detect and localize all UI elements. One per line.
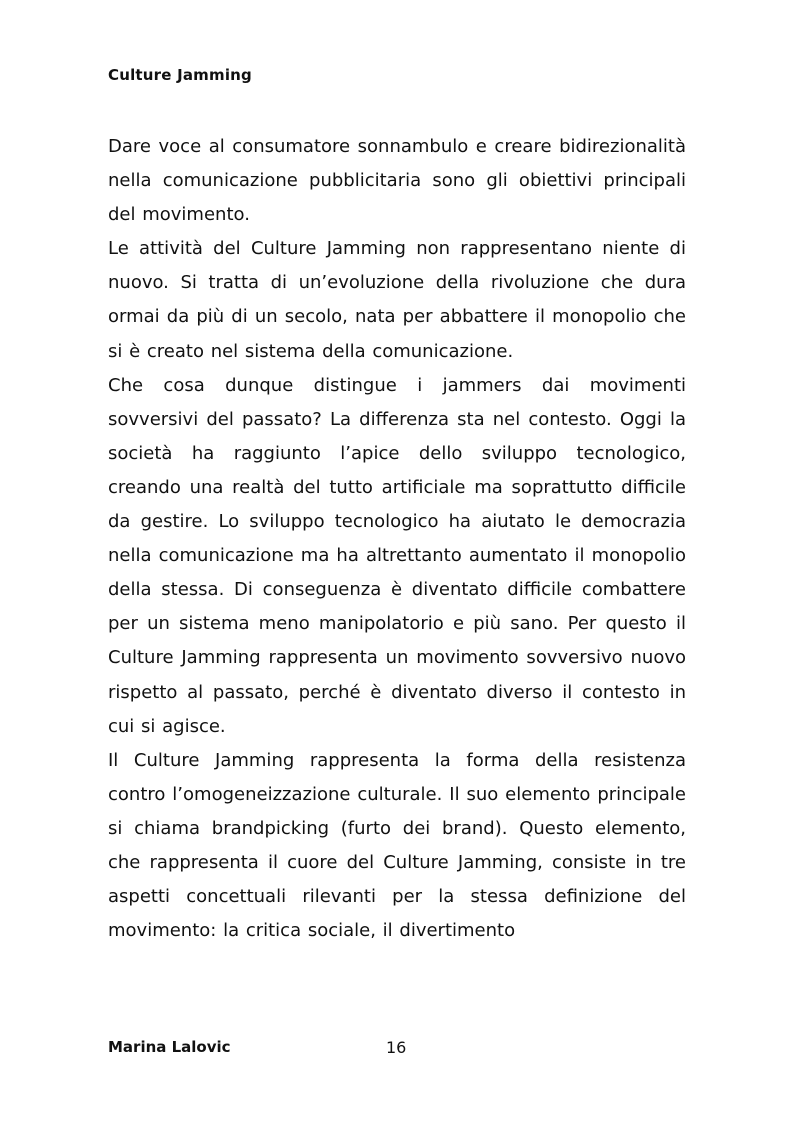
paragraph: Le attività del Culture Jamming non rappresentano niente di nuovo. Si tratta di un’evoluzione della rivoluzione che dura ormai da più di un secolo, nata per abbattere il monopolio che si è creato nel sistema della comunicazione. <box>108 238 686 362</box>
page-number: 16 <box>386 1038 407 1057</box>
body-text <box>108 130 686 948</box>
footer-author: Marina Lalovic <box>108 1038 231 1056</box>
paragraph: Il Culture Jamming rappresenta la forma della resistenza contro l’omogeneizzazione culturale. Il suo elemento principale si chiama brandpicking (furto dei brand). Questo elemento, che rappresenta il cuore del Culture Jamming, consiste in tre aspetti concettuali rilevanti per la stessa definizione del movimento: la critica sociale, il divertimento <box>108 749 686 942</box>
paragraph: Dare voce al consumatore sonnambulo e creare bidirezionalità nella comunicazione pubblicitaria sono gli obiettivi principali del movimento. <box>108 136 686 226</box>
paragraph: Che cosa dunque distingue i jammers dai movimenti sovversivi del passato? La differenza sta nel contesto. Oggi la società ha raggiunto l’apice dello sviluppo tecnologico, creando una realtà del tutto artificiale ma soprattutto difficile da gestire. Lo sviluppo tecnologico ha aiutato le democrazia nella comunicazione ma ha altrettanto aumentato il monopolio della stessa. Di conseguenza è diventato difficile combattere per un sistema meno manipolatorio e più sano. Per questo il Culture Jamming rappresenta un movimento sovversivo nuovo rispetto al passato, perché è diventato diverso il contesto in cui si agisce. <box>108 374 686 737</box>
running-header-title: Culture Jamming <box>108 66 252 84</box>
